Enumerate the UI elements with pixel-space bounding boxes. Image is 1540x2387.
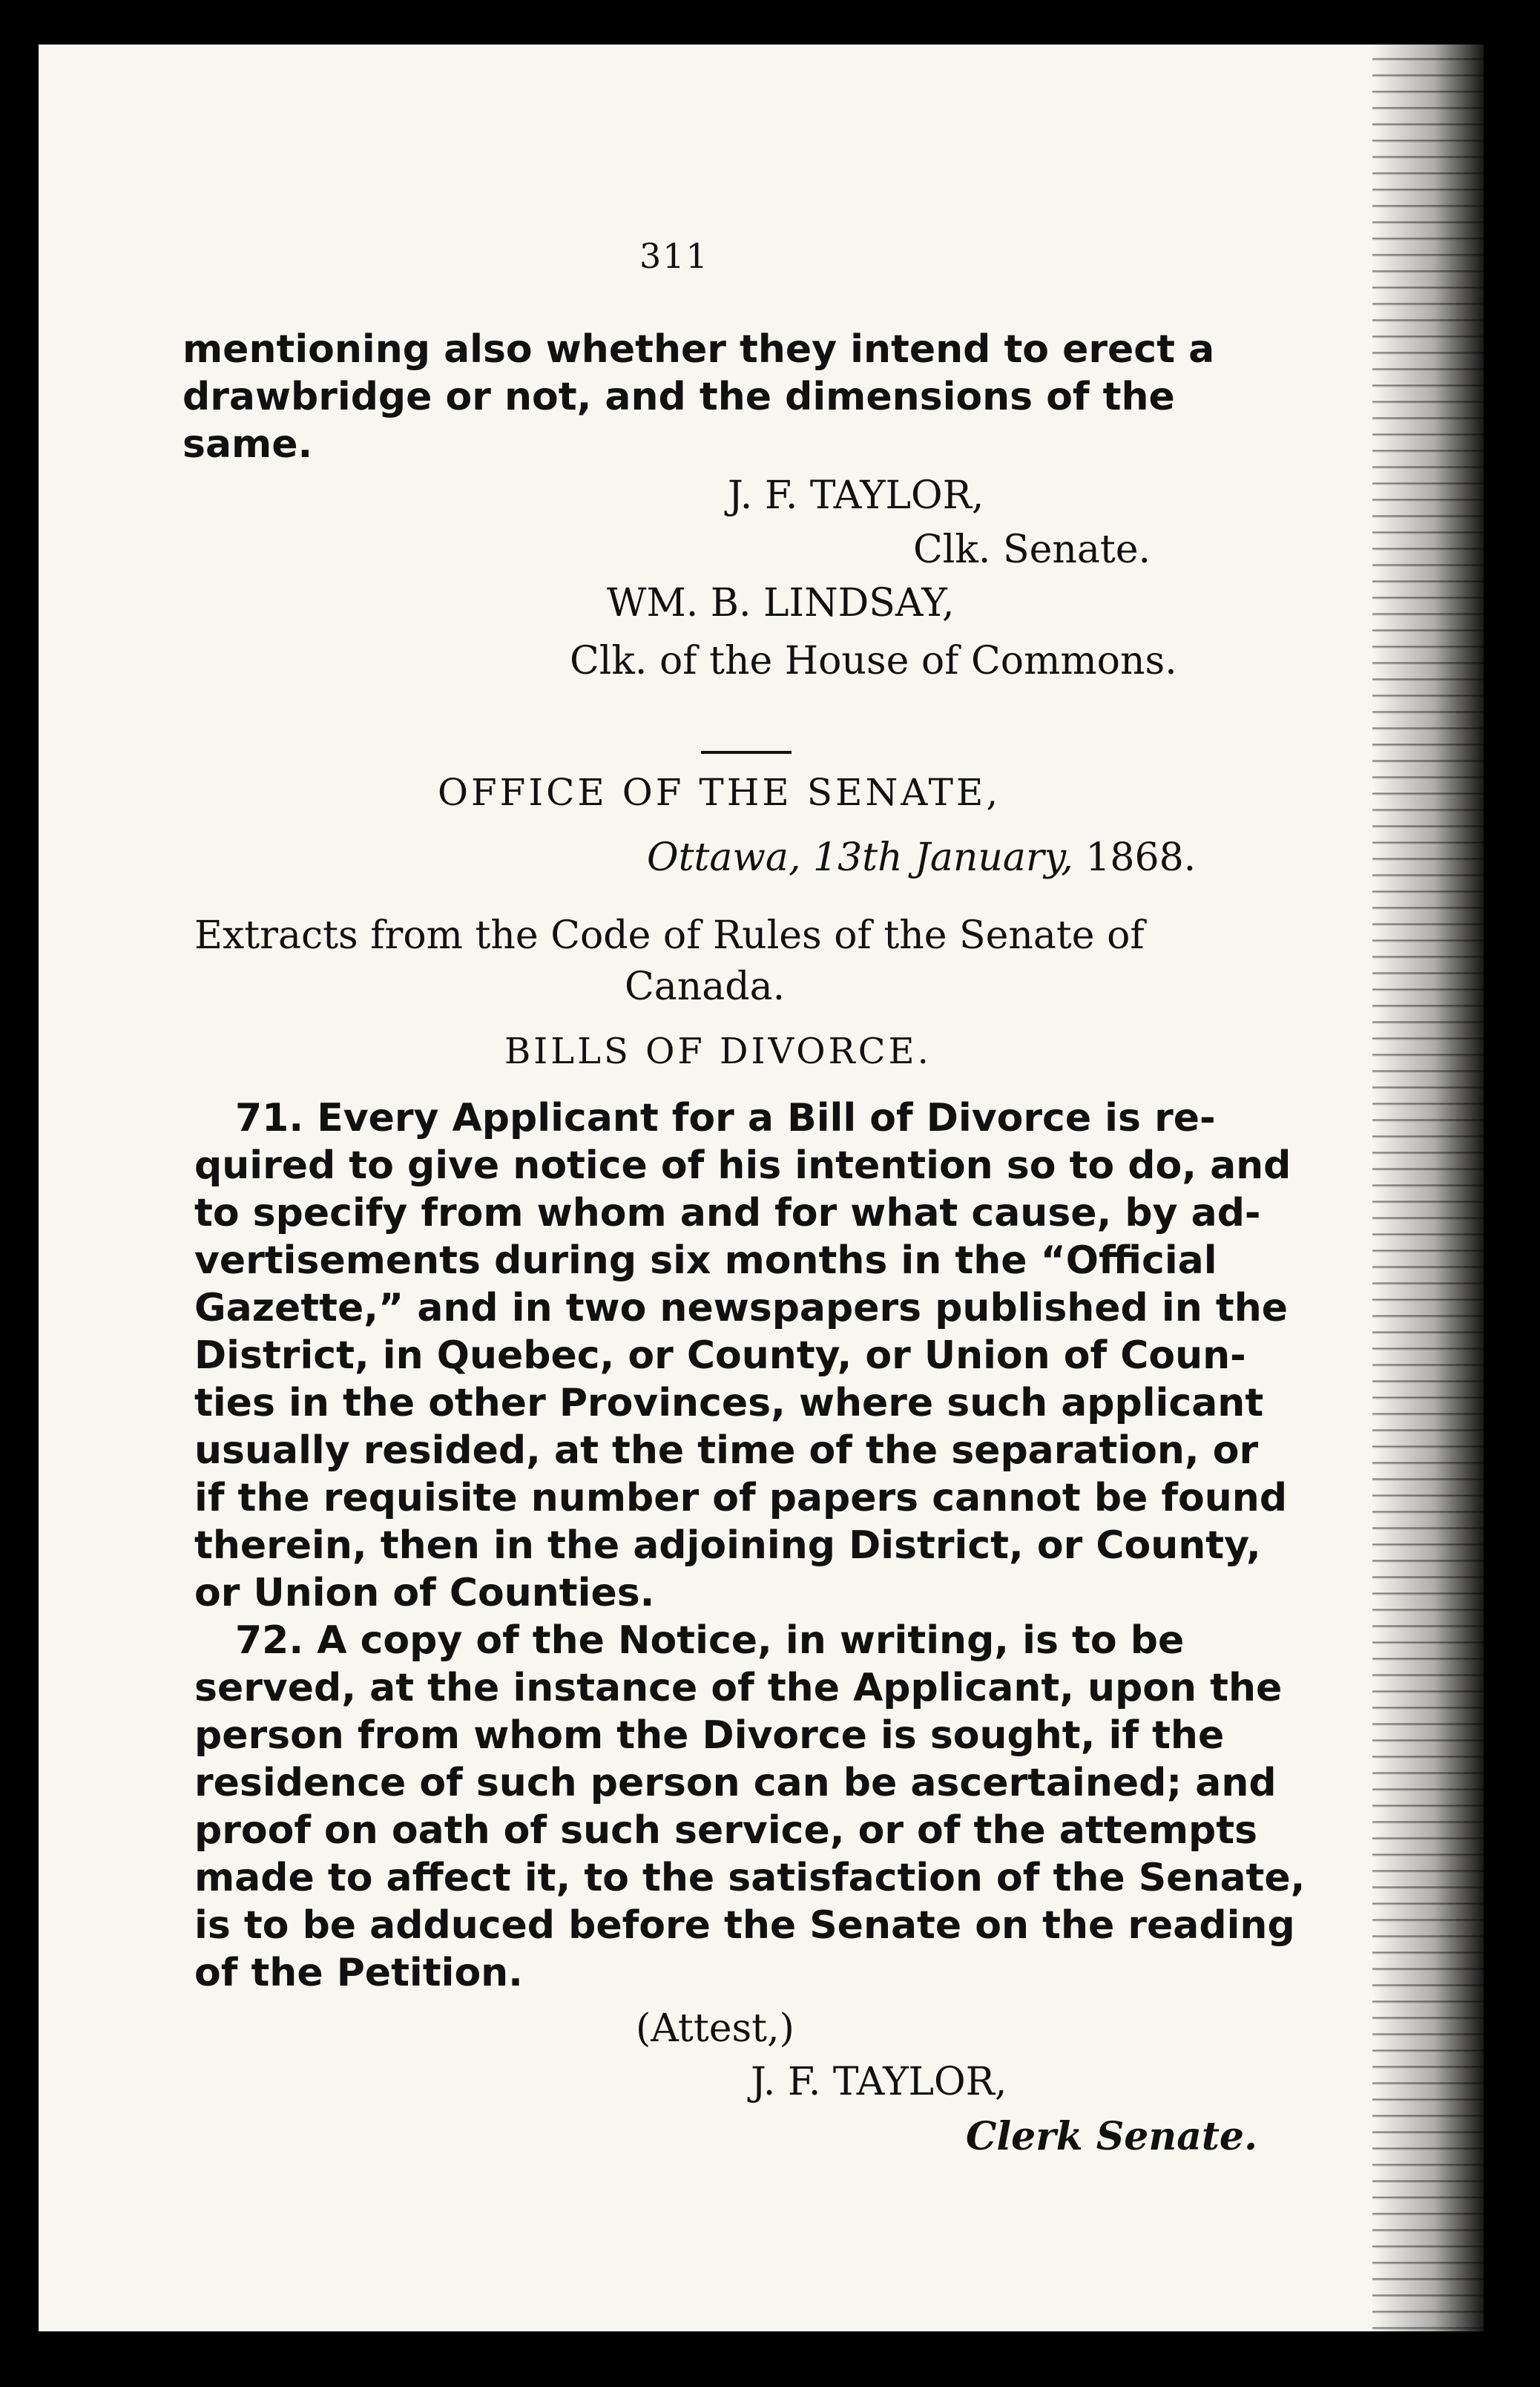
extracts-heading-line-1: Extracts from the Code of Rules of the Senate of: [194, 913, 1145, 958]
office-heading: OFFICE OF THE SENATE,: [438, 771, 1001, 814]
rule-72-line-7: is to be adduced before the Senate on the reading: [194, 1903, 1295, 1948]
attest-title: Clerk Senate.: [966, 2114, 1258, 2159]
signature-1-title: Clk. Senate.: [913, 528, 1151, 572]
signature-2-title: Clk. of the House of Commons.: [570, 639, 1177, 683]
rule-71-line-4: vertisements during six months in the “Official: [194, 1238, 1217, 1283]
opening-line-3: same.: [182, 422, 313, 467]
signature-2-name: WM. B. LINDSAY,: [607, 581, 955, 626]
rule-71-line-6: District, in Quebec, or County, or Union of Coun-: [194, 1333, 1246, 1378]
attest-label: (Attest,): [636, 2006, 794, 2051]
rule-72-line-1: 72. A copy of the Notice, in writing, is to be: [235, 1618, 1185, 1663]
rule-71-line-3: to specify from whom and for what cause, by ad-: [194, 1191, 1261, 1235]
divider-rule: [701, 751, 792, 754]
rule-72-line-8: of the Petition.: [194, 1951, 523, 1995]
rule-72-line-3: person from whom the Divorce is sought, if the: [194, 1713, 1225, 1758]
document-page: [39, 45, 1484, 2331]
rule-72-line-4: residence of such person can be ascertained; and: [194, 1761, 1277, 1805]
dateline: [647, 835, 1197, 880]
dateline-place: Ottawa,: [647, 835, 801, 880]
attest-name: J. F. TAYLOR,: [751, 2060, 1007, 2104]
section-heading: BILLS OF DIVORCE.: [504, 1031, 932, 1072]
rule-71-line-10: therein, then in the adjoining District, or County,: [194, 1523, 1261, 1568]
rule-71-line-1: 71. Every Applicant for a Bill of Divorce is re-: [235, 1096, 1216, 1140]
rule-71-line-2: quired to give notice of his intention so to do, and: [194, 1143, 1291, 1188]
rule-72-line-2: served, at the instance of the Applicant, upon the: [194, 1666, 1283, 1710]
extracts-heading-line-2: Canada.: [625, 965, 786, 1009]
rule-71-line-8: usually resided, at the time of the separation, or: [194, 1428, 1259, 1473]
page-number: 311: [639, 236, 709, 276]
dateline-year: 1868.: [1085, 835, 1197, 880]
rule-71-line-5: Gazette,” and in two newspapers published in the: [194, 1286, 1288, 1330]
scanned-page-edge: [1372, 45, 1484, 2331]
rule-71-line-9: if the requisite number of papers cannot be found: [194, 1476, 1288, 1520]
opening-line-1: mentioning also whether they intend to erect a: [182, 327, 1215, 372]
dateline-date: 13th January,: [813, 835, 1073, 880]
rule-72-line-6: made to affect it, to the satisfaction of the Senate,: [194, 1856, 1306, 1900]
rule-71-line-7: ties in the other Provinces, where such applicant: [194, 1381, 1264, 1425]
rule-72-line-5: proof on oath of such service, or of the attempts: [194, 1808, 1258, 1853]
rule-71-line-11: or Union of Counties.: [194, 1571, 655, 1615]
opening-line-2: drawbridge or not, and the dimensions of the: [182, 375, 1175, 419]
signature-1-name: J. F. TAYLOR,: [728, 473, 984, 518]
